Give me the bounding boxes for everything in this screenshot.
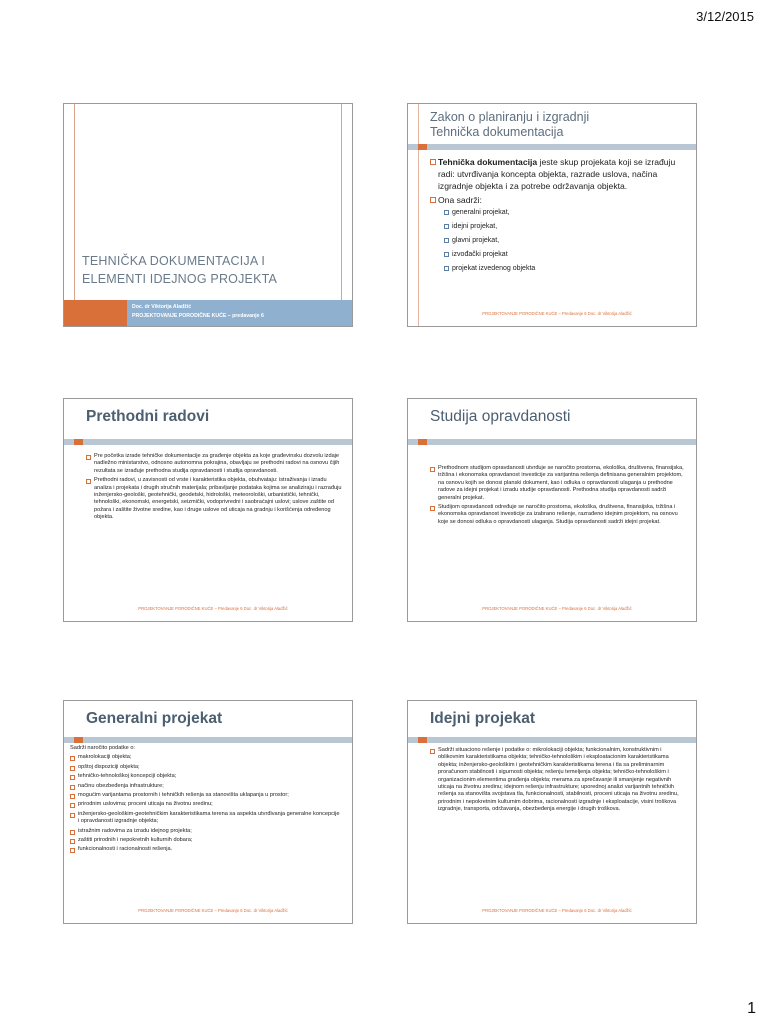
- bullet-item: [430, 156, 686, 192]
- slide-title: Prethodni radovi: [86, 408, 210, 425]
- bullet-item: [430, 194, 686, 274]
- bullet-item: makrolokaciji objekta;: [70, 754, 342, 761]
- bullet-item: inženjersko-geološkim-geotehničkim karakteristikama terena sa aspekta utvrđivanja generalne koncepcije i opravdanosti izgradnje objekta;: [70, 811, 342, 826]
- intro-text: Sadrži naročito podatke o:: [70, 745, 135, 751]
- header-band: [408, 144, 696, 150]
- header-band: [64, 439, 352, 445]
- course-name: PROJEKTOVANJE PORODIČNE KUĆE – predavanje 6: [132, 313, 264, 319]
- title-line-2: ELEMENTI IDEJNOG PROJEKTA: [82, 272, 278, 286]
- bullet-text: jeste skup projekata koji se izrađuju radi: utvrđivanja koncepta objekta, razrade uslova, načina izgradnje objekta i za potrebe održavanja objekta.: [438, 157, 676, 191]
- slide-title: Studija opravdanosti: [430, 408, 571, 425]
- slide-thumbnail-4: [407, 398, 697, 622]
- bullet-item: opštoj dispoziciji objekta;: [70, 764, 342, 771]
- slide-thumbnail-6: [407, 700, 697, 924]
- sub-item: glavni projekat,: [444, 236, 686, 246]
- bold-term: Tehnička dokumentacija: [438, 157, 538, 167]
- bullet-item: Studijom opravdanosti određuje se naročito prostorna, ekološka, društvena, finansijska, tržišna i ekonomska opravdanost investicije za izabrano rešenje, razrađeno idejnim projektom, na osnovu koje se donosi odluka o opravdanosti ulaganja. Studija opravdanosti sadrži idejni projekat.: [430, 504, 686, 526]
- slide-body: [86, 453, 342, 524]
- slide-thumbnail-5: [63, 700, 353, 924]
- sub-item: idejni projekat,: [444, 222, 686, 232]
- bullet-item: istražnim radovima za izradu idejnog projekta;: [70, 828, 342, 835]
- slide-thumbnail-3: [63, 398, 353, 622]
- bullet-text: Ona sadrži:: [438, 195, 482, 205]
- header-band: [64, 737, 352, 743]
- slide-footer: PROJEKTOVANJE PORODIČNE KUĆE – Predavanje 6 Doc. dr Viktorija Aladžić: [482, 311, 632, 316]
- sub-item: generalni projekat,: [444, 208, 686, 218]
- bullet-item: zaštiti prirodnih i nepokretnih kulturnih dobara;: [70, 837, 342, 844]
- decorative-line: [418, 104, 419, 326]
- sub-item: izvođački projekat: [444, 250, 686, 260]
- title-line-2: Tehnička dokumentacija: [430, 125, 564, 139]
- slide-thumbnail-1: [63, 103, 353, 327]
- page-number: 1: [747, 1000, 756, 1017]
- title-line-1: TEHNIČKA DOKUMENTACIJA I: [82, 254, 266, 268]
- bullet-item: načinu obezbeđenja infrastrukture;: [70, 783, 342, 790]
- sub-list: [444, 208, 686, 274]
- sub-item: projekat izvedenog objekta: [444, 264, 686, 274]
- slide-title: [430, 110, 688, 140]
- author-name: Doc. dr Viktorija Aladžić: [132, 304, 192, 310]
- slide-body: [430, 747, 686, 816]
- slide-body: [70, 745, 342, 856]
- slide-title: [82, 252, 342, 288]
- slide-footer: PROJEKTOVANJE PORODIČNE KUĆE – Predavanje 6 Doc. dr Viktorija Aladžić: [482, 908, 632, 913]
- bullet-item: tehničko-tehnološkoj koncepciji objekta;: [70, 773, 342, 780]
- bullet-item: Sadrži situaciono rešenje i podatke o: mikrolokaciji objekta; funkcionalnim, konstruktivnim i oblikovnim karakteristikama objekta; tehničko-tehnološkim i eksploatacionim karakteristikama objekta; inženjersko-geološkim i geotehničkim karakteristikama terena i tla sa preliminarnim proračunom stabilnosti i sigurnosti objekta; rešenju temeljenja objekta; tehničko-tehnološkim i organizacionim elementima građenja objekta; merama za sprečavanje ili smanjenje negativnih uticaja na životnu sredinu; idejnom rešenju infrastrukture; uporednoj analizi varijantnih tehničkih rešenja sa stanovišta svojstava tla, funkcionalnosti, stabilnosti, proceni uticaja na životnu sredinu, prirodnim i nepokretnim kulturnim dobrima, racionalnosti izgradnje i eksploatacije, visini troškova izgradnje, transporta, održavanja, obezbeđenja energije i drugih troškova.: [430, 747, 686, 814]
- print-date: 3/12/2015: [696, 9, 754, 24]
- bullet-item: prirodnim uslovima; procenі uticaja na životnu sredinu;: [70, 801, 342, 808]
- bullet-item: funkcionalnosti i racionalnosti rešenja.: [70, 846, 342, 853]
- slide-title: Idejni projekat: [430, 710, 536, 727]
- slide-body: [430, 156, 686, 278]
- bullet-item: Pre početka izrade tehničke dokumentacije za građenje objekta za koje građevinsku dozvolu izdaje nadležno ministarstvo, odnosno autonomna pokrajina, obavljaju se prethodni radovi na osnovu čijih rezultata se izrađuje prethodna studija opravdanosti i studija opravdanosti.: [86, 453, 342, 475]
- bullet-item: Prethodnom studijom opravdanosti utvrđuje se naročito prostorna, ekološka, društvena, finansijska, tržišna i ekonomska opravdanost investicije za varijantna rešenja definisana generalnim projektom, na osnovu kojih se donosi planski dokument, kao i odluka o opravdanosti ulaganja u prethodne radove za idejni projekat i izradu studije opravdanosti. Prethodna studija opravdanosti sadrži generalni projekat.: [430, 465, 686, 502]
- course-info: [127, 300, 352, 327]
- bullet-item: Prethodni radovi, u zavisnosti od vrste i karakteristika objekta, obuhvataju: istraživanja i izradu analiza i projekata i drugih stručnih materijala; pribavljanje podataka kojima se analiziraju i razrađuju inženjersko-geološki, geotehnički, geodetski, hidrološki, meteorološki, urbanistički, tehnički, tehnološki, ekonomski, energetski, seizmički, vodoprivredni i saobraćajni uslovi; uslove zaštite od požara i zaštite životne sredine, kao i druge uslove od uticaja na gradnju i korišćenja određenog objekta.: [86, 477, 342, 521]
- title-line-1: Zakon o planiranju i izgradnji: [430, 110, 590, 124]
- accent-block: [64, 300, 127, 327]
- slide-body: [430, 465, 686, 528]
- title-band: [64, 300, 352, 327]
- header-band: [408, 737, 696, 743]
- slide-footer: PROJEKTOVANJE PORODIČNE KUĆE – Predavanje 6 Doc. dr Viktorija Aladžić: [138, 606, 288, 611]
- bullet-item: mogućim varijantama prostornih i tehničkih rešenja sa stanovišta uklapanja u prostor;: [70, 792, 342, 799]
- slide-title: Generalni projekat: [86, 710, 223, 727]
- slide-thumbnail-2: [407, 103, 697, 327]
- header-band: [408, 439, 696, 445]
- slide-footer: PROJEKTOVANJE PORODIČNE KUĆE – Predavanje 6 Doc. dr Viktorija Aladžić: [138, 908, 288, 913]
- slide-footer: PROJEKTOVANJE PORODIČNE KUĆE – Predavanje 6 Doc. dr Viktorija Aladžić: [482, 606, 632, 611]
